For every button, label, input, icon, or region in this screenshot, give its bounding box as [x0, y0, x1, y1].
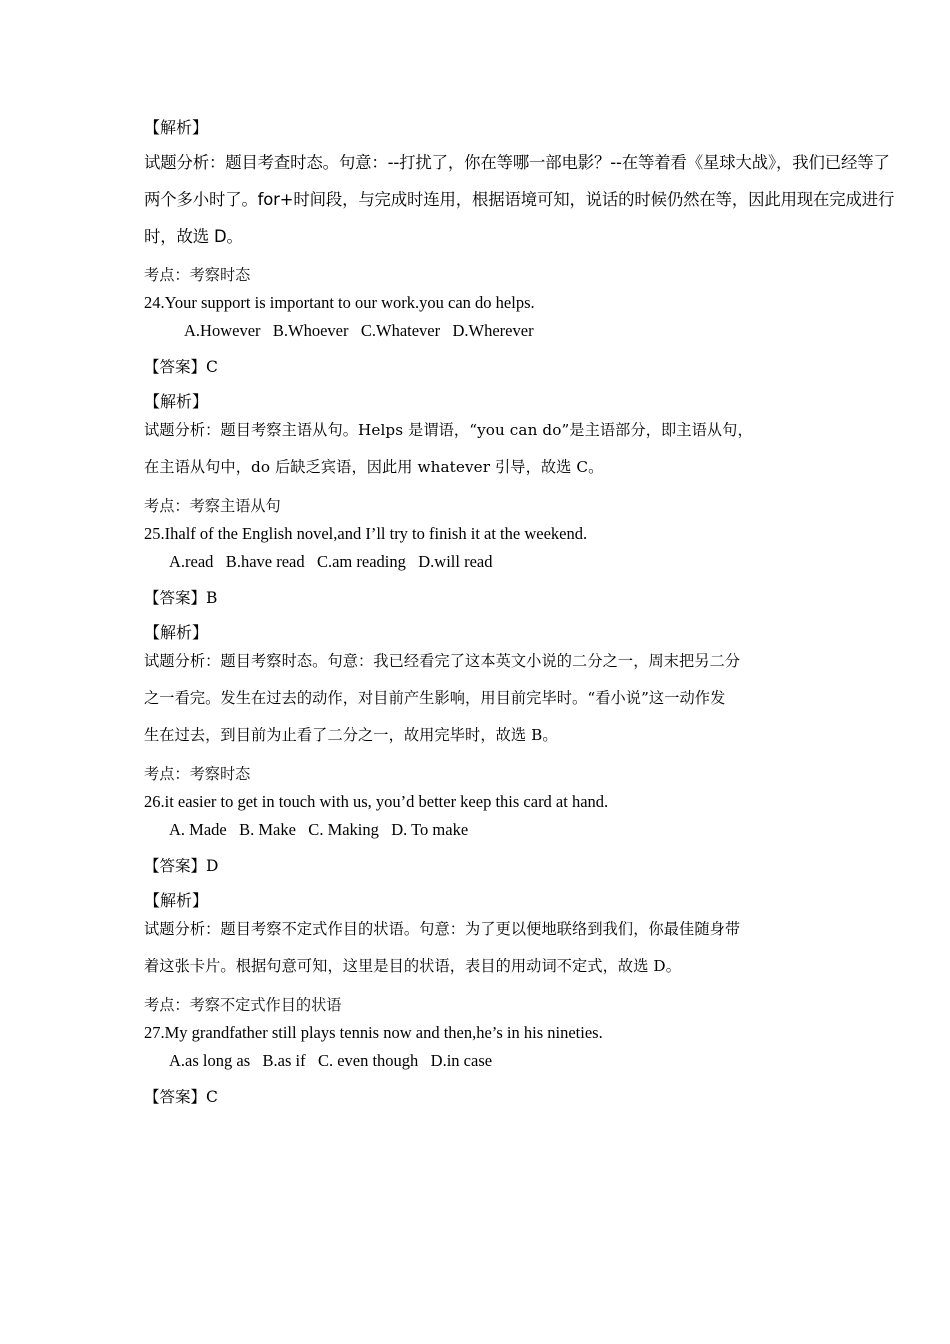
q25-question: 25.Ihalf of the English novel,and I’ll try to finish it at the weekend. [144, 524, 588, 543]
q24-analysis-label: 【解析】 [144, 392, 209, 411]
q25-analysis-line-3: 生在过去，到目前为止看了二分之一，故用完毕时，故选 B。 [144, 726, 558, 744]
q25-analysis-label: 【解析】 [144, 623, 209, 642]
q25-answer: 【答案】B [144, 589, 218, 607]
q26-analysis-label: 【解析】 [144, 891, 209, 910]
q23-analysis-label: 【解析】 [144, 118, 209, 137]
q27-options: A.as long as B.as if C. even though D.in case [169, 1051, 493, 1070]
q26-analysis-line-1: 试题分析：题目考察不定式作目的状语。句意：为了更以便地联络到我们，你最佳随身带 [144, 920, 741, 938]
q25-analysis-line-2: 之一看完。发生在过去的动作，对目前产生影响，用目前完毕时。“看小说”这一动作发 [144, 689, 726, 707]
q25-analysis-line-1: 试题分析：题目考察时态。句意：我已经看完了这本英文小说的二分之一，周末把另二分 [144, 652, 741, 670]
q26-answer: 【答案】D [144, 857, 219, 875]
q26-options: A. Made B. Make C. Making D. To make [169, 820, 469, 839]
q26-question: 26.it easier to get in touch with us, you’d better keep this card at hand. [144, 792, 609, 811]
q23-key-point: 考点：考察时态 [144, 266, 251, 284]
q25-key-point: 考点：考察时态 [144, 765, 251, 783]
q27-answer: 【答案】C [144, 1088, 218, 1106]
q24-question: 24.Your support is important to our work.you can do helps. [144, 293, 535, 312]
q23-analysis-line-1: 试题分析：题目考查时态。句意：--打扰了，你在等哪一部电影？--在等着看《星球大战》，我们已经等了 [144, 153, 890, 172]
q24-answer: 【答案】C [144, 358, 218, 376]
q24-options: A.However B.Whoever C.Whatever D.Wherever [184, 321, 534, 340]
q27-question: 27.My grandfather still plays tennis now and then,he’s in his nineties. [144, 1023, 603, 1042]
q24-analysis-line-2: 在主语从句中，do 后缺乏宾语，因此用 whatever 引导，故选 C。 [144, 458, 604, 476]
q23-analysis-line-2: 两个多小时了。for+时间段，与完成时连用，根据语境可知，说话的时候仍然在等，因此用现在完成进行 [144, 190, 895, 209]
q24-analysis-line-1: 试题分析：题目考察主语从句。Helps 是谓语，“you can do”是主语部分，即主语从句， [144, 421, 753, 439]
q25-options: A.read B.have read C.am reading D.will read [169, 552, 493, 571]
q24-key-point: 考点：考察主语从句 [144, 497, 281, 515]
q26-key-point: 考点：考察不定式作目的状语 [144, 996, 342, 1014]
document-page [144, 118, 914, 1107]
q26-analysis-line-2: 着这张卡片。根据句意可知，这里是目的状语，表目的用动词不定式，故选 D。 [144, 957, 681, 975]
q23-analysis-line-3: 时，故选 D。 [144, 227, 243, 246]
